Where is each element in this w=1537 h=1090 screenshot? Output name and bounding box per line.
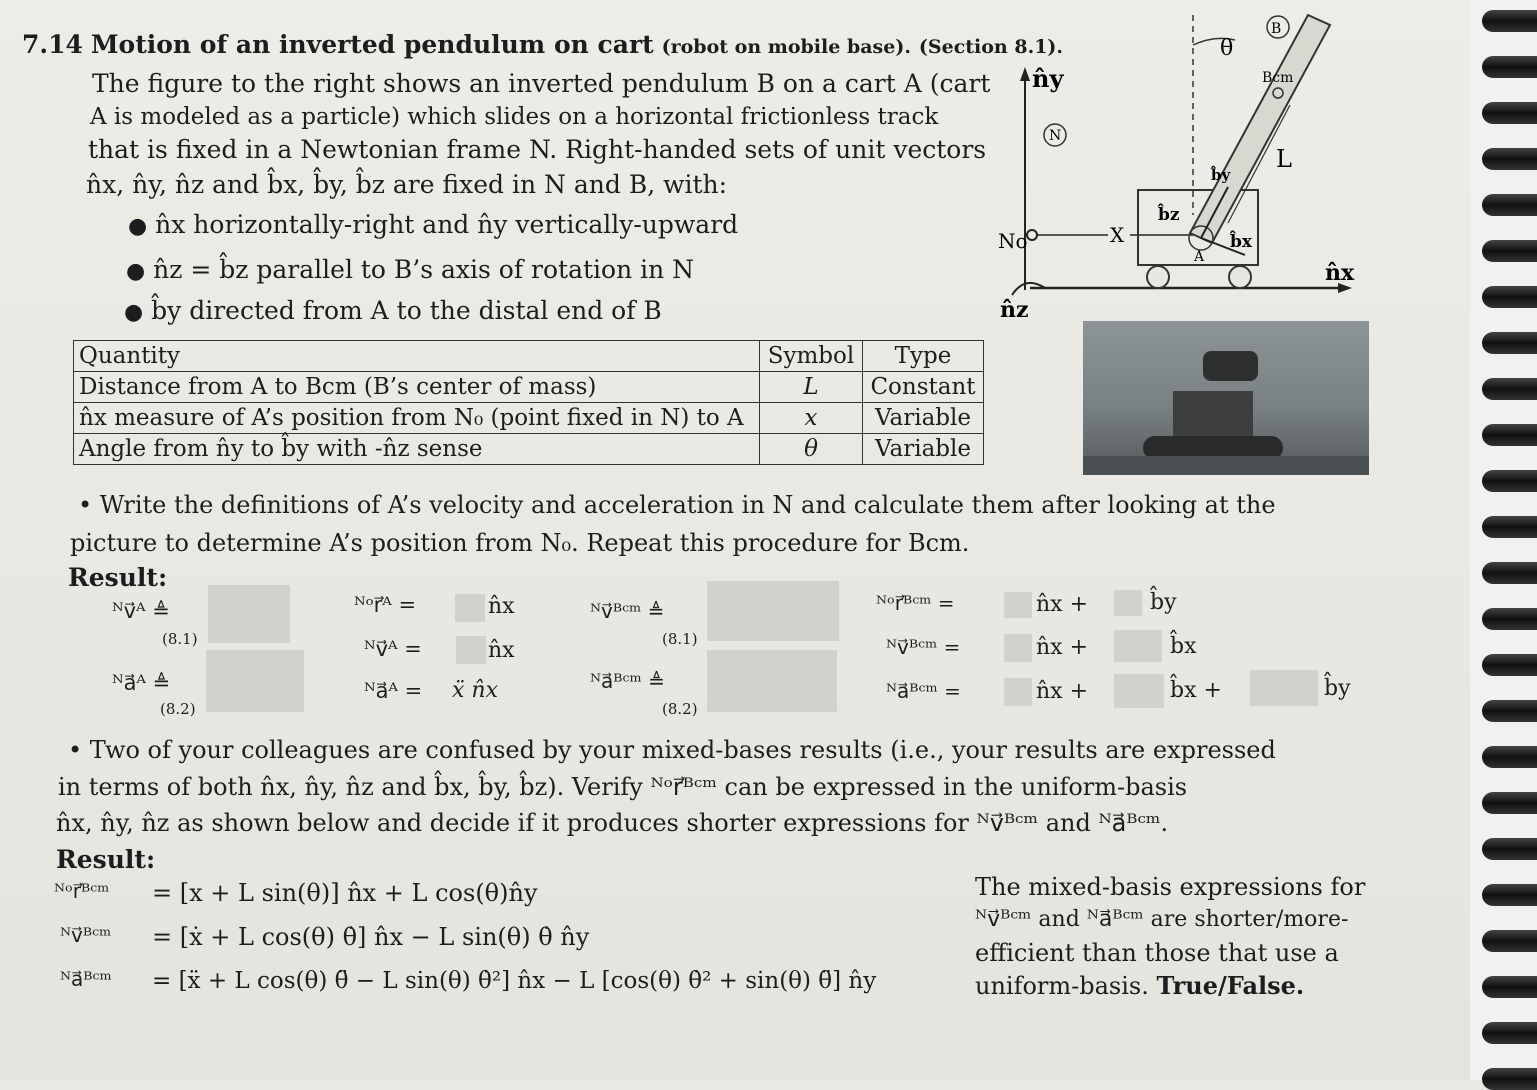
bullet-3-text: b̂y directed from A to the distal end of B	[151, 296, 662, 325]
table-cell: Variable	[863, 434, 984, 465]
eq-aa-rhs: ẍ n̂x	[452, 678, 498, 703]
answer-box-aa-def[interactable]	[206, 650, 304, 712]
side-text-line-1: The mixed-basis expressions for	[975, 873, 1366, 901]
eq-abcm-by: b̂y	[1324, 676, 1351, 701]
eq2-r-rhs: = [x + L sin(θ)] n̂x + L cos(θ)n̂y	[152, 879, 538, 907]
robot-photo	[1083, 321, 1369, 475]
ny-label: n̂y	[1032, 64, 1064, 93]
eq-aa: ᴺa⃗ᴬ =	[364, 679, 423, 703]
nx-label: n̂x	[1325, 260, 1355, 286]
answer-box-vbcm-def[interactable]	[707, 581, 839, 641]
eq2-r-lhs: ᴺᵒr⃗ᴮᶜᵐ	[54, 879, 110, 903]
table-header-symbol: Symbol	[760, 341, 863, 372]
eq-label-8-1-b: (8.1)	[662, 630, 698, 648]
spiral-binding	[1470, 0, 1537, 1080]
table-row	[74, 434, 984, 465]
bullet-2-text: n̂z = b̂z parallel to B’s axis of rotation in N	[153, 255, 695, 284]
spiral-ring	[1482, 56, 1537, 78]
answer-box-abcm-nx[interactable]	[1004, 678, 1032, 706]
eq2-a-rhs: = [ẍ + L cos(θ) θ̈ − L sin(θ) θ̇²] n̂x − L [cos(θ) θ̇² + sin(θ) θ̈] n̂y	[152, 968, 877, 994]
answer-box-vbcm-nx[interactable]	[1004, 634, 1032, 662]
eq-abcm-definition: ᴺa⃗ᴮᶜᵐ ≜	[590, 669, 665, 693]
intro-line-1: The figure to the right shows an inverted pendulum B on a cart A (cart	[92, 69, 991, 98]
eq-ra: ᴺᵒr⃗ᴬ =	[354, 593, 417, 617]
eq-vbcm-bx: b̂x	[1170, 634, 1197, 659]
spiral-ring	[1482, 516, 1537, 538]
eq-va-nx: n̂x	[488, 638, 515, 663]
eq-rbcm-by: b̂y	[1150, 590, 1177, 615]
bz-label: b̂z	[1158, 205, 1180, 225]
answer-box-abcm-def[interactable]	[707, 650, 837, 712]
spiral-ring	[1482, 884, 1537, 906]
bullet-2: ● n̂z = b̂z parallel to B’s axis of rotation in N	[126, 255, 695, 284]
eq-label-8-2: (8.2)	[160, 700, 196, 718]
x-label: X	[1110, 223, 1125, 247]
eq-rbcm: ᴺᵒr⃗ᴮᶜᵐ =	[876, 591, 955, 615]
l-label: L	[1276, 145, 1292, 173]
eq-aa-definition: ᴺa⃗ᴬ ≜	[112, 671, 171, 695]
intro-line-2: A is modeled as a particle) which slides on a horizontal frictionless track	[90, 104, 939, 130]
robot-silhouette-icon	[1083, 321, 1369, 475]
no-label: No	[998, 229, 1028, 253]
a-label: A	[1194, 249, 1205, 265]
eq-abcm-nx: n̂x +	[1036, 679, 1089, 704]
ny-arrowhead-icon	[1020, 67, 1030, 81]
eq-vbcm-definition: ᴺv⃗ᴮᶜᵐ ≜	[590, 599, 665, 623]
table-row	[74, 403, 984, 434]
eq-abcm: ᴺa⃗ᴮᶜᵐ =	[886, 679, 961, 703]
eq-vbcm-nx: n̂x +	[1036, 635, 1089, 660]
spiral-ring	[1482, 424, 1537, 446]
eq-ra-nx: n̂x	[488, 594, 515, 619]
table-cell: n̂x measure of A’s position from N₀ (point fixed in N) to A	[74, 403, 760, 434]
quantity-table	[73, 340, 984, 465]
eq-label-8-1: (8.1)	[162, 630, 198, 648]
spiral-ring	[1482, 700, 1537, 722]
table-cell: Variable	[863, 403, 984, 434]
answer-box-abcm-by[interactable]	[1250, 670, 1318, 706]
part1-result-label: Result:	[68, 563, 168, 592]
spiral-ring	[1482, 378, 1537, 400]
spiral-ring	[1482, 654, 1537, 676]
cart-wheel-left	[1147, 266, 1169, 288]
eq-abcm-bx: b̂x +	[1170, 678, 1222, 703]
eq2-v-rhs: = [ẋ + L cos(θ) θ̇] n̂x − L sin(θ) θ̇ n̂y	[152, 923, 590, 951]
table-cell: Constant	[863, 372, 984, 403]
true-false-choice[interactable]: True/False.	[1156, 971, 1305, 1000]
table-header-type: Type	[863, 341, 984, 372]
answer-box-rbcm-by[interactable]	[1114, 590, 1142, 616]
n-label: N	[1049, 128, 1062, 144]
bullet-1-text: n̂x horizontally-right and n̂y vertically-upward	[155, 210, 739, 239]
side-text-line-4	[975, 971, 1304, 1001]
problem-subtitle: (robot on mobile base).	[661, 36, 911, 58]
spiral-ring	[1482, 470, 1537, 492]
side-text-line-2: ᴺv⃗ᴮᶜᵐ and ᴺa⃗ᴮᶜᵐ are shorter/more-	[975, 907, 1349, 932]
eq2-v-lhs: ᴺv⃗ᴮᶜᵐ	[60, 923, 112, 947]
spiral-ring	[1482, 976, 1537, 998]
spiral-ring	[1482, 838, 1537, 860]
answer-box-va[interactable]	[456, 636, 486, 664]
table-cell: Angle from n̂y to b̂y with -n̂z sense	[74, 434, 760, 465]
nz-label: n̂z	[1000, 297, 1029, 323]
spiral-ring	[1482, 746, 1537, 768]
spiral-ring	[1482, 930, 1537, 952]
part2-result-label: Result:	[56, 845, 156, 874]
spiral-ring	[1482, 240, 1537, 262]
bullet-3: ● b̂y directed from A to the distal end of B	[124, 296, 662, 325]
spiral-ring	[1482, 194, 1537, 216]
theta-label: θ	[1220, 36, 1234, 61]
eq-va: ᴺv⃗ᴬ =	[364, 637, 422, 661]
spiral-ring	[1482, 792, 1537, 814]
spiral-ring	[1482, 332, 1537, 354]
part2-line-3: n̂x, n̂y, n̂z as shown below and decide if it produces shorter expressions for ᴺv⃗ᴮᶜᵐ and ᴺa⃗ᴮᶜᵐ.	[56, 809, 1169, 837]
eq-vbcm: ᴺv⃗ᴮᶜᵐ =	[886, 635, 961, 659]
spiral-ring	[1482, 1068, 1537, 1090]
eq-label-8-2-b: (8.2)	[662, 700, 698, 718]
eq-va-definition: ᴺv⃗ᴬ ≜	[112, 599, 170, 623]
table-header-row	[74, 341, 984, 372]
answer-box-abcm-bx[interactable]	[1114, 674, 1164, 708]
spiral-ring	[1482, 102, 1537, 124]
spiral-ring	[1482, 148, 1537, 170]
answer-box-ra[interactable]	[455, 594, 485, 622]
pendulum-cart-figure	[990, 5, 1390, 325]
pendulum-rod	[1190, 15, 1330, 243]
table-cell: L	[760, 372, 863, 403]
table-cell: Distance from A to Bcm (B’s center of mass)	[74, 372, 760, 403]
by-label: b̂y	[1211, 166, 1231, 184]
bx-label: b̂x	[1230, 232, 1253, 252]
problem-title: Motion of an inverted pendulum on cart	[90, 30, 654, 59]
answer-box-vbcm-bx[interactable]	[1114, 630, 1162, 662]
table-header-quantity: Quantity	[74, 341, 760, 372]
part1-line-1: • Write the definitions of A’s velocity and acceleration in N and calculate them after looking at the	[78, 491, 1276, 519]
side-text-line-4-text: uniform-basis.	[975, 972, 1149, 1000]
problem-number: 7.14	[22, 30, 83, 59]
part2-line-1: • Two of your colleagues are confused by your mixed-bases results (i.e., your results are expressed	[68, 736, 1276, 764]
spiral-ring	[1482, 562, 1537, 584]
side-text-line-3: efficient than those that use a	[975, 939, 1339, 967]
b-label: B	[1271, 21, 1282, 37]
spiral-ring	[1482, 10, 1537, 32]
bcm-label: Bcm	[1262, 70, 1294, 86]
answer-box-va-def[interactable]	[208, 585, 290, 643]
problem-title-line	[22, 30, 1063, 62]
eq2-a-lhs: ᴺa⃗ᴮᶜᵐ	[60, 967, 112, 991]
intro-line-4: n̂x, n̂y, n̂z and b̂x, b̂y, b̂z are fixed in N and B, with:	[86, 170, 728, 199]
spiral-ring	[1482, 1022, 1537, 1044]
table-cell: θ	[760, 434, 863, 465]
problem-section: (Section 8.1).	[918, 36, 1064, 58]
bullet-1: ● n̂x horizontally-right and n̂y vertically-upward	[128, 210, 739, 239]
no-point-icon	[1027, 230, 1037, 240]
spiral-ring	[1482, 608, 1537, 630]
table-row	[74, 372, 984, 403]
intro-line-3: that is fixed in a Newtonian frame N. Right-handed sets of unit vectors	[88, 135, 987, 164]
spiral-ring	[1482, 286, 1537, 308]
table-cell: x	[760, 403, 863, 434]
answer-box-rbcm-nx[interactable]	[1004, 592, 1032, 618]
eq-rbcm-nx: n̂x +	[1036, 592, 1089, 617]
part1-line-2: picture to determine A’s position from N₀. Repeat this procedure for Bcm.	[70, 529, 970, 557]
cart-wheel-right	[1229, 266, 1251, 288]
part2-line-2: in terms of both n̂x, n̂y, n̂z and b̂x, b̂y, b̂z). Verify ᴺᵒr⃗ᴮᶜᵐ can be expressed in the uniform-basis	[58, 773, 1188, 801]
